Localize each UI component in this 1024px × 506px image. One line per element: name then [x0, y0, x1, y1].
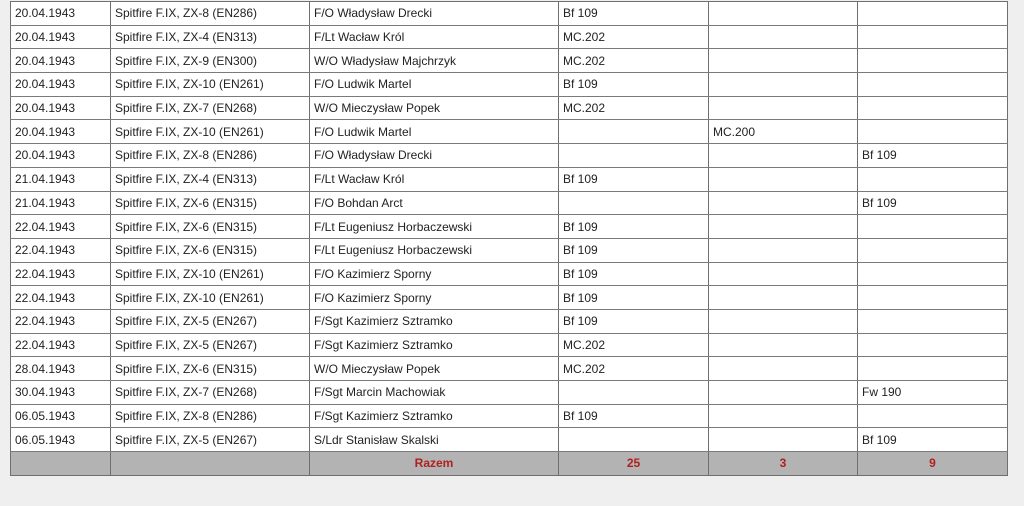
cell-col6 — [858, 120, 1008, 144]
totals-count-col4: 25 — [559, 452, 709, 476]
cell-date: 30.04.1943 — [11, 381, 111, 405]
table-row — [11, 357, 1008, 381]
cell-col4: MC.202 — [559, 333, 709, 357]
cell-date: 20.04.1943 — [11, 144, 111, 168]
cell-date: 06.05.1943 — [11, 404, 111, 428]
cell-date: 22.04.1943 — [11, 238, 111, 262]
cell-col5 — [709, 381, 858, 405]
cell-pilot: F/Lt Wacław Król — [310, 167, 559, 191]
cell-col5 — [709, 73, 858, 97]
cell-col5 — [709, 428, 858, 452]
cell-col6 — [858, 96, 1008, 120]
table-body — [11, 2, 1008, 476]
cell-col4: Bf 109 — [559, 238, 709, 262]
cell-aircraft: Spitfire F.IX, ZX-7 (EN268) — [111, 381, 310, 405]
cell-date: 20.04.1943 — [11, 25, 111, 49]
cell-date: 20.04.1943 — [11, 2, 111, 26]
cell-col6 — [858, 49, 1008, 73]
cell-pilot: F/O Kazimierz Sporny — [310, 262, 559, 286]
cell-date: 21.04.1943 — [11, 167, 111, 191]
cell-pilot: F/Lt Eugeniusz Horbaczewski — [310, 215, 559, 239]
cell-aircraft: Spitfire F.IX, ZX-8 (EN286) — [111, 404, 310, 428]
cell-date: 22.04.1943 — [11, 333, 111, 357]
cell-pilot: W/O Mieczysław Popek — [310, 357, 559, 381]
table-row — [11, 215, 1008, 239]
cell-col4 — [559, 381, 709, 405]
cell-aircraft: Spitfire F.IX, ZX-6 (EN315) — [111, 215, 310, 239]
cell-col4: MC.202 — [559, 49, 709, 73]
cell-aircraft: Spitfire F.IX, ZX-6 (EN315) — [111, 238, 310, 262]
cell-pilot: F/O Bohdan Arct — [310, 191, 559, 215]
cell-col6 — [858, 286, 1008, 310]
cell-col4 — [559, 191, 709, 215]
totals-cell-aircraft — [111, 452, 310, 476]
cell-pilot: F/O Ludwik Martel — [310, 120, 559, 144]
cell-date: 28.04.1943 — [11, 357, 111, 381]
cell-col6: Bf 109 — [858, 144, 1008, 168]
cell-col4: Bf 109 — [559, 286, 709, 310]
table-row — [11, 381, 1008, 405]
cell-aircraft: Spitfire F.IX, ZX-10 (EN261) — [111, 286, 310, 310]
cell-col4: Bf 109 — [559, 404, 709, 428]
cell-col4: Bf 109 — [559, 262, 709, 286]
cell-aircraft: Spitfire F.IX, ZX-4 (EN313) — [111, 25, 310, 49]
cell-pilot: W/O Władysław Majchrzyk — [310, 49, 559, 73]
cell-col5 — [709, 144, 858, 168]
cell-col4: Bf 109 — [559, 309, 709, 333]
table-row — [11, 286, 1008, 310]
cell-pilot: F/Sgt Marcin Machowiak — [310, 381, 559, 405]
table-row — [11, 49, 1008, 73]
cell-col6 — [858, 2, 1008, 26]
cell-col6: Fw 190 — [858, 381, 1008, 405]
cell-date: 06.05.1943 — [11, 428, 111, 452]
cell-col4: MC.202 — [559, 96, 709, 120]
table-row — [11, 262, 1008, 286]
cell-pilot: F/Lt Eugeniusz Horbaczewski — [310, 238, 559, 262]
table-row — [11, 428, 1008, 452]
cell-aircraft: Spitfire F.IX, ZX-5 (EN267) — [111, 309, 310, 333]
cell-aircraft: Spitfire F.IX, ZX-8 (EN286) — [111, 144, 310, 168]
cell-col5 — [709, 49, 858, 73]
cell-aircraft: Spitfire F.IX, ZX-10 (EN261) — [111, 73, 310, 97]
cell-col4: Bf 109 — [559, 167, 709, 191]
cell-pilot: S/Ldr Stanisław Skalski — [310, 428, 559, 452]
cell-col6: Bf 109 — [858, 191, 1008, 215]
cell-date: 20.04.1943 — [11, 73, 111, 97]
cell-col5 — [709, 2, 858, 26]
totals-label: Razem — [310, 452, 559, 476]
cell-col5 — [709, 25, 858, 49]
cell-col5 — [709, 357, 858, 381]
cell-date: 20.04.1943 — [11, 49, 111, 73]
cell-col6 — [858, 25, 1008, 49]
cell-date: 22.04.1943 — [11, 215, 111, 239]
table-row — [11, 96, 1008, 120]
totals-count-col6: 9 — [858, 452, 1008, 476]
cell-pilot: F/O Kazimierz Sporny — [310, 286, 559, 310]
cell-date: 21.04.1943 — [11, 191, 111, 215]
cell-pilot: F/Sgt Kazimierz Sztramko — [310, 309, 559, 333]
cell-col5 — [709, 167, 858, 191]
table-row — [11, 25, 1008, 49]
cell-pilot: F/O Władysław Drecki — [310, 144, 559, 168]
cell-pilot: F/Sgt Kazimierz Sztramko — [310, 404, 559, 428]
victory-claims-table — [10, 1, 1008, 476]
cell-col4: Bf 109 — [559, 215, 709, 239]
cell-col5 — [709, 262, 858, 286]
cell-col5 — [709, 333, 858, 357]
table-row — [11, 144, 1008, 168]
cell-col6 — [858, 357, 1008, 381]
cell-date: 22.04.1943 — [11, 286, 111, 310]
cell-aircraft: Spitfire F.IX, ZX-5 (EN267) — [111, 428, 310, 452]
cell-col4 — [559, 428, 709, 452]
cell-col6 — [858, 238, 1008, 262]
cell-date: 20.04.1943 — [11, 120, 111, 144]
cell-col5 — [709, 238, 858, 262]
cell-col6 — [858, 404, 1008, 428]
table-row — [11, 120, 1008, 144]
cell-col4: MC.202 — [559, 25, 709, 49]
cell-aircraft: Spitfire F.IX, ZX-4 (EN313) — [111, 167, 310, 191]
cell-col4: MC.202 — [559, 357, 709, 381]
cell-col5 — [709, 215, 858, 239]
cell-col6 — [858, 73, 1008, 97]
cell-col5 — [709, 404, 858, 428]
cell-col5 — [709, 309, 858, 333]
table-row — [11, 167, 1008, 191]
table-row — [11, 309, 1008, 333]
cell-date: 22.04.1943 — [11, 309, 111, 333]
cell-aircraft: Spitfire F.IX, ZX-5 (EN267) — [111, 333, 310, 357]
totals-count-col5: 3 — [709, 452, 858, 476]
cell-aircraft: Spitfire F.IX, ZX-7 (EN268) — [111, 96, 310, 120]
cell-pilot: F/O Ludwik Martel — [310, 73, 559, 97]
table-row — [11, 191, 1008, 215]
cell-col4: Bf 109 — [559, 2, 709, 26]
table-row — [11, 238, 1008, 262]
cell-col6 — [858, 167, 1008, 191]
cell-pilot: F/Lt Wacław Król — [310, 25, 559, 49]
cell-col5: MC.200 — [709, 120, 858, 144]
cell-aircraft: Spitfire F.IX, ZX-6 (EN315) — [111, 191, 310, 215]
table-row — [11, 73, 1008, 97]
cell-col4 — [559, 144, 709, 168]
cell-col6 — [858, 262, 1008, 286]
cell-aircraft: Spitfire F.IX, ZX-10 (EN261) — [111, 262, 310, 286]
cell-col5 — [709, 96, 858, 120]
cell-pilot: F/Sgt Kazimierz Sztramko — [310, 333, 559, 357]
table-row — [11, 333, 1008, 357]
cell-col4: Bf 109 — [559, 73, 709, 97]
cell-col6 — [858, 309, 1008, 333]
cell-col6 — [858, 215, 1008, 239]
totals-cell-date — [11, 452, 111, 476]
cell-col5 — [709, 191, 858, 215]
cell-pilot: F/O Władysław Drecki — [310, 2, 559, 26]
cell-aircraft: Spitfire F.IX, ZX-10 (EN261) — [111, 120, 310, 144]
table-row — [11, 2, 1008, 26]
cell-col6 — [858, 333, 1008, 357]
cell-col6: Bf 109 — [858, 428, 1008, 452]
cell-pilot: W/O Mieczysław Popek — [310, 96, 559, 120]
cell-date: 20.04.1943 — [11, 96, 111, 120]
cell-col4 — [559, 120, 709, 144]
table-row — [11, 404, 1008, 428]
cell-date: 22.04.1943 — [11, 262, 111, 286]
cell-aircraft: Spitfire F.IX, ZX-6 (EN315) — [111, 357, 310, 381]
cell-aircraft: Spitfire F.IX, ZX-9 (EN300) — [111, 49, 310, 73]
totals-row — [11, 452, 1008, 476]
cell-col5 — [709, 286, 858, 310]
cell-aircraft: Spitfire F.IX, ZX-8 (EN286) — [111, 2, 310, 26]
